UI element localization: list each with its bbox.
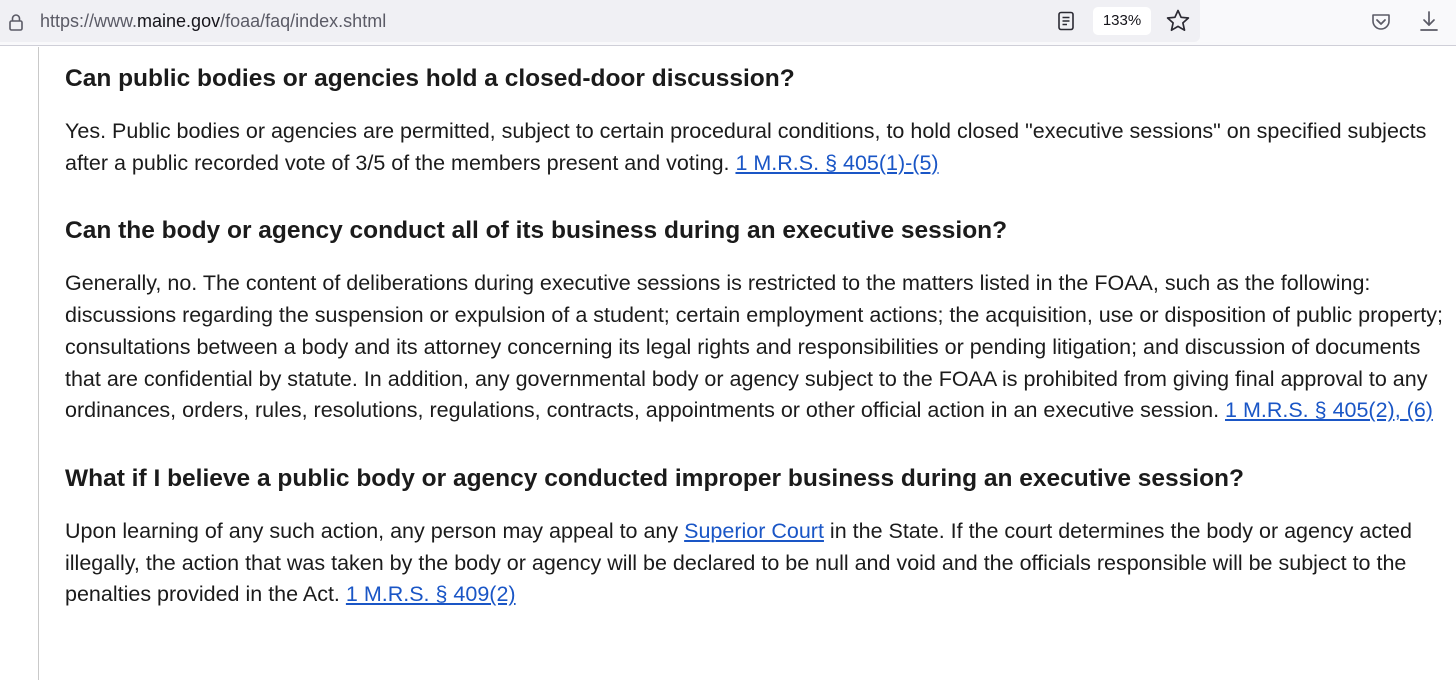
faq-question-2: Can the body or agency conduct all of its business during an executive session? <box>65 217 1008 245</box>
page-content <box>0 47 1456 680</box>
faq-answer-3-text-start: Upon learning of any such action, any person may appeal to any <box>65 518 685 543</box>
faq-answer-2 <box>65 268 1445 427</box>
pocket-icon[interactable] <box>1369 10 1393 34</box>
browser-toolbar <box>0 0 1456 46</box>
download-icon[interactable] <box>1417 9 1441 33</box>
lock-icon[interactable] <box>6 12 26 32</box>
citation-link-1[interactable]: 1 M.R.S. § 405(1)-(5) <box>735 150 939 175</box>
address-bar[interactable] <box>0 0 1200 42</box>
faq-answer-3-text-end: in the State. If the court determines the body or agency acted illegally, the action that was taken by the body or agency will be declared to be null and void and the officials responsible will be subject to the penalties provided in the Act. <box>65 518 1412 607</box>
faq-question-3: What if I believe a public body or agency conducted improper business during an executive session? <box>65 464 1244 492</box>
citation-link-2[interactable]: 1 M.R.S. § 405(2), (6) <box>1225 398 1433 423</box>
bookmark-star-icon[interactable] <box>1165 8 1191 34</box>
faq-question-1: Can public bodies or agencies hold a closed-door discussion? <box>65 65 795 92</box>
url-path: /foaa/faq/index.shtml <box>220 11 387 31</box>
faq-answer-1-text: Yes. Public bodies or agencies are permitted, subject to certain procedural conditions, to hold closed "executive sessions" on specified subjects after a public recorded vote of 3/5 of the members present and voting. <box>65 119 1427 175</box>
reader-view-icon[interactable] <box>1055 10 1077 32</box>
left-divider <box>38 47 39 680</box>
faq-list <box>65 63 1445 647</box>
url-prefix: https://www. <box>40 11 138 31</box>
faq-answer-1 <box>65 116 1445 179</box>
zoom-level-button[interactable]: 133% <box>1093 7 1151 35</box>
faq-answer-2-text: Generally, no. The content of deliberations during executive sessions is restricted to the matters listed in the FOAA, such as the following: discussions regarding the suspension or expulsion of a student; certain employment actions; the acquisition, use or disposition of public property; consultations between a body and its attorney concerning its legal rights and responsibilities or pending litigation; and discussion of documents that are confidential by statute. In addition, any governmental body or agency subject to the FOAA is prohibited from giving final approval to any ordinances, orders, rules, resolutions, regulations, contracts, appointments or other official action in an executive session. <box>65 271 1443 423</box>
citation-link-3[interactable]: 1 M.R.S. § 409(2) <box>345 582 516 607</box>
url-text[interactable] <box>40 10 386 32</box>
url-domain: maine.gov <box>137 11 221 31</box>
faq-answer-3 <box>65 516 1445 611</box>
superior-court-link[interactable]: Superior Court <box>684 518 824 543</box>
